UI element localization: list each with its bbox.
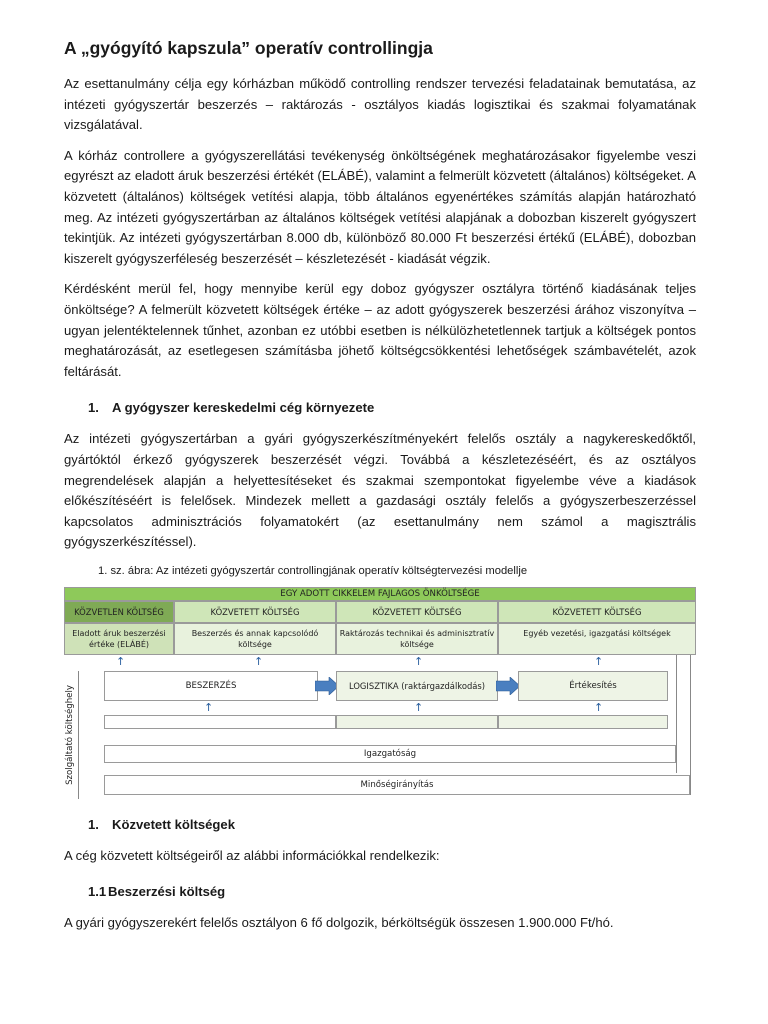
diagram-body-procurement: Beszerzés és annak kapcsolódó költsége (174, 623, 336, 655)
intro-paragraph-3: Kérdésként merül fel, hogy mennyibe kerül egy doboz gyógyszer osztályra történő kiadásának teljes önköltsége? A felmerült közvetett költségek értéke – az adott gyógyszerek beszerzési árához viszonyítva – ugyan jelentéktelennek tűnhet, azonban ez utóbbi esetben is nélkülözhetetlennek tartjuk a költségek pontos meghatározását, az esetlegesen számításba jöhető költségcsökkentési lehetőségek számbavételét, azok feltárását. (64, 281, 696, 379)
empty-row-box (498, 715, 668, 729)
diagram-body-storage: Raktározás technikai és adminisztratív költsége (336, 623, 498, 655)
cost-model-diagram (64, 587, 696, 799)
empty-row-box (104, 715, 336, 729)
arrow-up-icon: ↑ (594, 654, 604, 668)
empty-row-box (336, 715, 498, 729)
document-page (64, 36, 696, 944)
diagram-body-other: Egyéb vezetési, igazgatási költségek (498, 623, 696, 655)
diagram-body-elabe: Eladott áruk beszerzési értéke (ELÁBÉ) (64, 623, 174, 655)
process-logistics: LOGISZTIKA (raktárgazdálkodás) (336, 671, 498, 701)
board-box: Igazgatóság (104, 745, 676, 763)
section-2-1-number: 1.1 (88, 884, 107, 900)
process-arrow-icon (496, 677, 520, 695)
document-title: A „gyógyító kapszula” operatív controllingja (64, 38, 433, 58)
arrow-up-icon: ↑ (116, 654, 126, 668)
section-2-1-paragraph: A gyári gyógyszerekért felelős osztályon 6 fő dolgozik, bérköltségük összesen 1.900.000 Ft/hó. (64, 915, 614, 931)
section-1-number: 1. (88, 400, 99, 416)
section-2-title: Közvetett költségek (112, 816, 235, 832)
section-1-heading (64, 398, 696, 418)
section-2-1-heading (64, 882, 696, 902)
arrow-up-icon: ↑ (204, 700, 214, 714)
section-1-paragraph: Az intézeti gyógyszertárban a gyári gyógyszerkészítményekért felelős osztály a nagykereskedőktől, gyártóktól érkező gyógyszerek beszerzését végzi. Továbbá a készletezéséért, és az osztályos megrendelések alapján a helyettesítéseket és szakmai szempontokat figyelembe véve a kiadások előkészítéséért is felelősek. Mindezek mellett a gazdasági osztály felelős a gyógyszerbeszerzéssel kapcsolatos adminisztrációs folyamatokért (az esettanulmány nem számol a magisztrális gyógyszerkészítéssel). (64, 431, 696, 550)
intro-paragraph-1: Az esettanulmány célja egy kórházban működő controlling rendszer tervezési feladatainak bemutatása, az intézeti gyógyszertár beszerzés – raktározás - osztályos kiadás logisztikai és szakmai folyamatának vizsgálatával. (64, 76, 696, 133)
intro-paragraph-2: A kórház controllere a gyógyszerellátási tevékenység önköltségének meghatározásakor figyelembe veszi egyrészt az eladott áruk beszerzési értékét (ELÁBÉ), valamint a felmerült közvetett (általános) költségeket. A közvetett (általános) költségek vetítési alapja, több általános egyenértékes számítás alapján határozható meg. Az intézeti gyógyszertárban az általános költségek vetítési alapjának a dobozban kiszerelt gyógyszert tekintjük. Az intézeti gyógyszertárban 8.000 db, különböző 80.000 Ft beszerzési értékű (ELÁBÉ), dobozban kiszerelt gyógyszerféleség beszerzését – készletezését - kiadását végzik. (64, 147, 696, 266)
diagram-header-direct: KÖZVETLEN KÖLTSÉG (64, 601, 174, 623)
frame-line (676, 655, 677, 773)
quality-box: Minőségirányítás (104, 775, 690, 795)
arrow-up-icon: ↑ (414, 654, 424, 668)
figure-caption: 1. sz. ábra: Az intézeti gyógyszertár controllingjának operatív költségtervezési modellje (98, 564, 528, 577)
frame-line (78, 671, 79, 799)
process-procurement: BESZERZÉS (104, 671, 318, 701)
section-2-heading (64, 815, 696, 835)
arrow-up-icon: ↑ (594, 700, 604, 714)
section-2-1-title: Beszerzési költség (108, 884, 226, 900)
section-2-paragraph: A cég közvetett költségeiről az alábbi információkkal rendelkezik: (64, 847, 440, 863)
side-label-box (62, 671, 78, 799)
arrow-up-icon: ↑ (414, 700, 424, 714)
side-label: Szolgáltató költséghely (65, 684, 75, 785)
process-sales: Értékesítés (518, 671, 668, 701)
arrow-up-icon: ↑ (254, 654, 264, 668)
section-1-title: A gyógyszer kereskedelmi cég környezete (112, 400, 375, 416)
diagram-top-label: EGY ADOTT CIKKELEM FAJLAGOS ÖNKÖLTSÉGE (64, 587, 696, 601)
diagram-header-indirect-3: KÖZVETETT KÖLTSÉG (498, 601, 696, 623)
frame-line (690, 655, 691, 795)
diagram-header-indirect-2: KÖZVETETT KÖLTSÉG (336, 601, 498, 623)
diagram-header-indirect-1: KÖZVETETT KÖLTSÉG (174, 601, 336, 623)
section-2-number: 1. (88, 816, 99, 832)
